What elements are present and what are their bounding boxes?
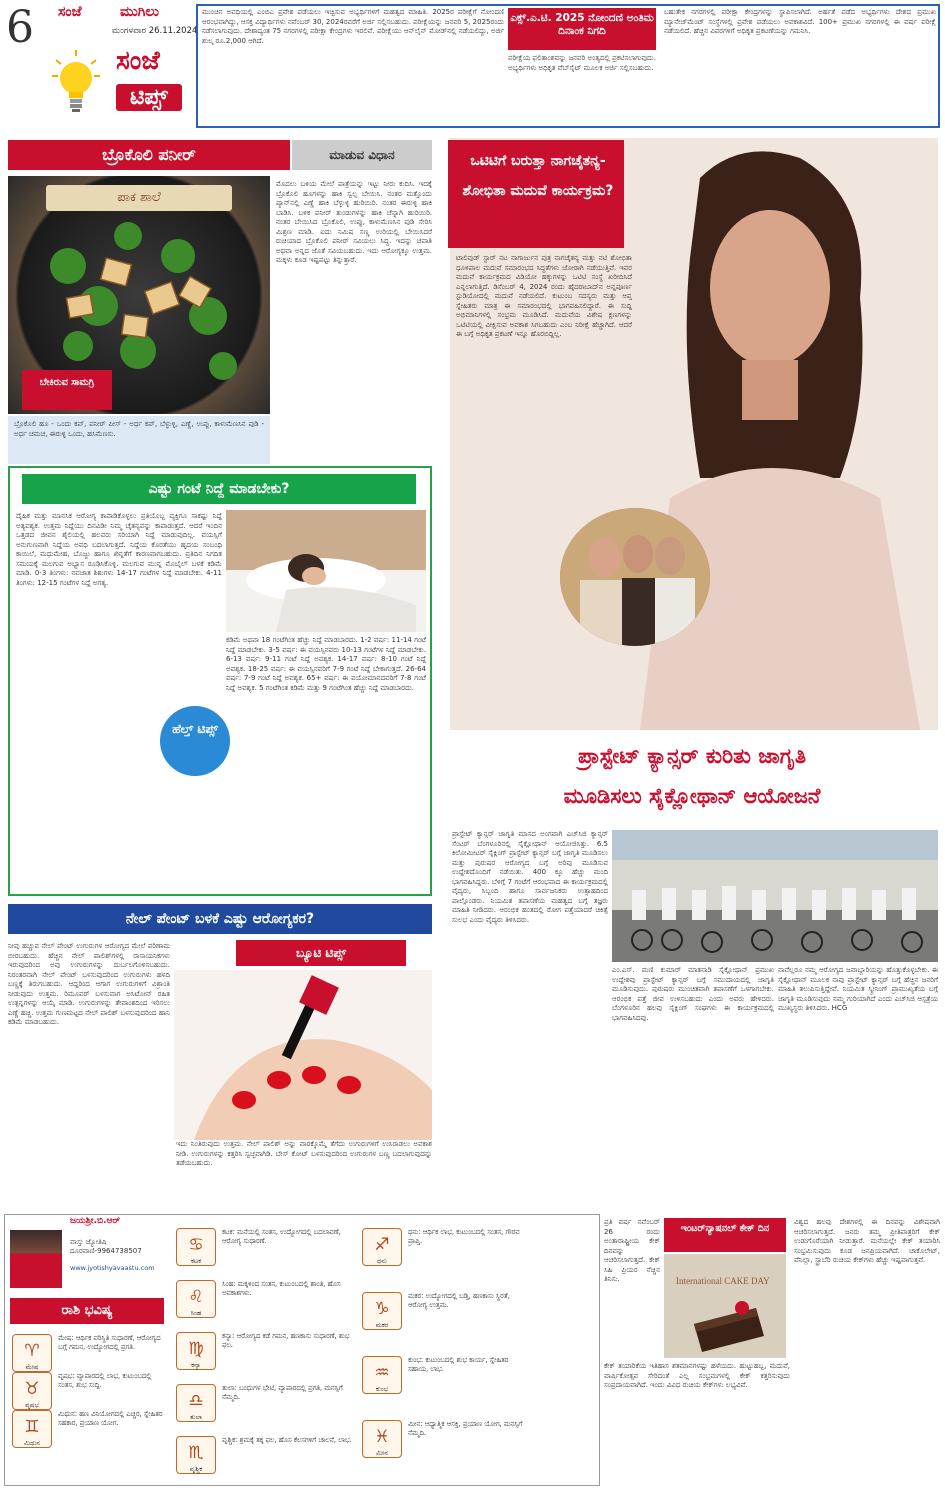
zodiac-12-icon: ♓ ಮೀನ (362, 1420, 402, 1458)
prostate-article-text-2: ಎಂ.ಎಸ್. ಮಣಿ ಕುಮಾರ್ ಮಾತನಾಡಿ ಸೈಕ್ಲೋಥಾನ್ ಪ್ರಮುಖ ಉದ್ದೇಶವು ಪ್ರಾಸ್ಟೇಟ್ ಕ್ಯಾನ್ಸರ್ ಬಗ್ಗೆ ಸಮುದಾಯದಲ್ಲಿ ಜಾಗೃತಿ ಮೂಡಿಸುವುದು. ಪುರುಷರು ಮುಂಚಿತವಾಗಿ ತಪಾಸಣೆಗೆ ಒಳಗಾಗಬೇಕು. ಆರಂಭಿಕ ಪತ್ತೆ ಜೀವ ಉಳಿಸಬಹುದು ಎಂದು ಅವರು ಹೇಳಿದರು. ಬೆಂಗಳೂರಿನ ಹಲವು ಸೈಕ್ಲಿಂಗ್ ಸಂಘಗಳು ಈ ಕಾರ್ಯಕ್ರಮದಲ್ಲಿ ಭಾಗವಹಿಸಿದವು. (612, 966, 774, 1022)
prostate-headline-line2: ಮೂಡಿಸಲು ಸೈಕ್ಲೋಥಾನ್ ಆಯೋಜನೆ (563, 784, 821, 808)
zodiac-11-icon: ♒ ಕುಂಭ (362, 1356, 402, 1394)
zodiac-forecast: ತುಲಾ: ಬಂಧುಗಳ ಭೇಟಿ, ವ್ಯಾಪಾರದಲ್ಲಿ ಪ್ರಗತಿ, ಮನಸ್ಸಿಗೆ ನೆಮ್ಮದಿ. (222, 1384, 343, 1401)
zodiac-7-icon: ♎ ತುಲಾ (176, 1384, 216, 1422)
astrologer-name: ಜಯಶ್ರೀ.ಬಿ.ಆರ್ (70, 1216, 121, 1226)
cake-article-text: ಪ್ರತಿ ವರ್ಷ ನವೆಂಬರ್ 26 ರಂದು ಅಂತಾರಾಷ್ಟ್ರೀಯ ಕೇಕ್ ದಿನವನ್ನು ಆಚರಿಸಲಾಗುತ್ತದೆ. ಕೇಕ್ ಸಿಹಿ ಪ್ರಿಯರ ನೆಚ್ಚಿನ ತಿನಿಸು. (604, 1218, 660, 1283)
zodiac-name: ಕಟಕ (190, 1257, 202, 1265)
zodiac-forecast: ಮಿಥುನ: ಹಣ ವಿನಿಯೋಗದಲ್ಲಿ ಎಚ್ಚರ, ಸ್ನೇಹಿತರ ಸಹಕಾರ, ಪ್ರಯಾಣ ಯೋಗ. (58, 1410, 163, 1427)
cake-article-text-3: ವಿಶ್ವದ ಹಲವು ದೇಶಗಳಲ್ಲಿ ಈ ದಿನವನ್ನು ವಿಶೇಷವಾಗಿ ಆಚರಿಸಲಾಗುತ್ತದೆ. ಜನರು ತಮ್ಮ ಪ್ರೀತಿಪಾತ್ರರಿಗೆ ಕೇಕ್ ಉಡುಗೊರೆಯಾಗಿ ನೀಡುತ್ತಾರೆ. ಮನೆಯಲ್ಲೇ ಕೇಕ್ ತಯಾರಿಸಿ ಸಂಭ್ರಮಿಸುವುದು ಕೂಡ ಜನಪ್ರಿಯವಾಗಿದೆ. ಚಾಕೊಲೇಟ್, ವೆನಿಲ್ಲಾ, ಸ್ಟ್ರಾಬೆರಿ ರುಚಿಯ ಕೇಕ್‌ಗಳು ಹೆಚ್ಚು ಇಷ್ಟವಾಗುತ್ತವೆ. (794, 1218, 940, 1264)
zodiac-name: ಕನ್ಯಾ (191, 1361, 201, 1369)
section-title: ಸಂಜೆ (116, 46, 160, 76)
recipe-banner: ಪಾಕ ಶಾಲೆ (46, 185, 232, 211)
zodiac-name: ಧನು (377, 1257, 387, 1265)
recipe-title: ಬ್ರೊಕೊಲಿ ಪನೀರ್ (8, 140, 290, 170)
zodiac-name: ವೃಷಭ (25, 1401, 39, 1409)
zodiac-6-icon: ♍ ಕನ್ಯಾ (176, 1332, 216, 1370)
top-story-headline: ಎಕ್ಸ್.ಎ.ಟಿ. 2025 ನೋಂದಣಿ ಅಂತಿಮ ದಿನಾಂಕ ನಿಗದಿ (508, 8, 656, 50)
lightbulb-icon (52, 50, 100, 114)
sleeping-woman-photo (226, 510, 426, 632)
cake-image-caption: International CAKE DAY (676, 1276, 770, 1286)
zodiac-name: ಕುಂಭ (375, 1385, 389, 1393)
zodiac-name: ತುಲಾ (189, 1413, 203, 1421)
zodiac-name: ಮೀನ (376, 1449, 388, 1457)
page-number: 6 (6, 2, 34, 53)
nail-polish-photo (174, 970, 432, 1140)
zodiac-forecast: ಮೀನ: ಆಧ್ಯಾತ್ಮಿಕ ಆಸಕ್ತಿ, ಪ್ರಯಾಣ ಯೋಗ, ಮನಸ್ಸಿಗೆ ನೆಮ್ಮದಿ. (408, 1420, 523, 1437)
zodiac-name: ಸಿಂಹ (190, 1309, 202, 1317)
zodiac-3-icon: ♊ ಮಿಥುನ (12, 1410, 52, 1448)
cyclothon-photo (612, 830, 938, 962)
zodiac-2-icon: ♉ ವೃಷಭ (12, 1372, 52, 1410)
zodiac-forecast: ಸಿಂಹ: ಮಕ್ಕಳಿಂದ ಸಂತಸ, ಕುಟುಂಬದಲ್ಲಿ ಶಾಂತಿ, ಹೊಸ ಅವಕಾಶಗಳು. (222, 1280, 341, 1297)
zodiac-9-icon: ♐ ಧನು (362, 1228, 402, 1266)
astrologer-website: www.jyotishyavaastu.com (70, 1264, 155, 1272)
section-subtitle: ಟಿಪ್ಸ್ (116, 84, 182, 111)
recipe-method: ಮೊದಲು ಬಳಿಯ ಮೇಲೆ ಪಾತ್ರೆಯನ್ನು ಇಟ್ಟು ನೀರು ಕುದಿಸಿ. ಇದಕ್ಕೆ ಬ್ರೊಕೊಲಿ ಹೂಗಳನ್ನು ಹಾಕಿ ಸ್ವಲ್ಪ ಬೇಯಿಸಿ. ನಂತರ ಮತ್ತೊಂದು ಪ್ಯಾನ್‌ನಲ್ಲಿ ಎಣ್ಣೆ ಹಾಕಿ ಬೆಳ್ಳುಳ್ಳಿ ಹುರಿಯಿರಿ. ನಂತರ ಈರುಳ್ಳಿ ಹಾಕಿ ಬಾಡಿಸಿ. ಬಳಿಕ ಪನೀರ್ ತುಂಡುಗಳನ್ನು ಹಾಕಿ ಚೆನ್ನಾಗಿ ಹುರಿಯಿರಿ. ನಂತರ ಬೇಯಿಸಿದ ಬ್ರೊಕೊಲಿ, ಉಪ್ಪು, ಕಾಳುಮೆಣಸಿನ ಪುಡಿ ಸೇರಿಸಿ ಮಿಶ್ರಣ ಮಾಡಿ. ಐದು ನಿಮಿಷ ಸಣ್ಣ ಉರಿಯಲ್ಲಿ ಬೇಯಿಸಿದರೆ ರುಚಿಯಾದ ಬ್ರೊಕೊಲಿ ಪನೀರ್ ಸವಿಯಲು ಸಿದ್ಧ. ಇದನ್ನು ಚಪಾತಿ ಅಥವಾ ಅನ್ನದ ಜೊತೆ ಸವಿಯಬಹುದು. ಇದು ಆರೋಗ್ಯಕ್ಕೂ ಉತ್ತಮ. ಮಕ್ಕಳು ಕೂಡ ಇಷ್ಟಪಟ್ಟು ತಿನ್ನುತ್ತಾರೆ. (276, 180, 432, 264)
astrologer-contact: ವಾಸ್ತು ಜ್ಯೋತಿಷಿ ದೂರವಾಣಿ-9964738507 (70, 1238, 142, 1255)
cake-day-heading: ಇಂಟರ್‌ನ್ಯಾಷನಲ್ ಕೇಕ್ ದಿನ (664, 1218, 786, 1252)
zodiac-10-icon: ♑ ಮಕರ (362, 1292, 402, 1330)
cake-photo (664, 1254, 786, 1358)
astrologer-photo (10, 1230, 62, 1288)
zodiac-forecast: ಕನ್ಯಾ: ಆರೋಗ್ಯದ ಕಡೆ ಗಮನ, ಹಣಕಾಸು ಸುಧಾರಣೆ, ಶುಭ ಫಲ. (222, 1332, 350, 1349)
zodiac-name: ವೃಶ್ಚಿಕ (189, 1465, 203, 1473)
cake-article-text-2: ಕೇಕ್ ತಯಾರಿಕೆಯ ಇತಿಹಾಸ ಶತಮಾನಗಳಷ್ಟು ಹಳೆಯದು. ಹುಟ್ಟುಹಬ್ಬ, ಮದುವೆ, ವಾರ್ಷಿಕೋತ್ಸವ ಸೇರಿದಂತೆ ಎಲ್ಲ ಸಂಭ್ರಮಗಳಲ್ಲಿ ಕೇಕ್ ಕತ್ತರಿಸುವುದು ಸಂಪ್ರದಾಯವಾಗಿದೆ. ಇಂದು ವಿವಿಧ ರುಚಿಯ ಕೇಕ್‌ಗಳು ಲಭ್ಯವಿವೆ. (604, 1362, 790, 1389)
sleep-article-title: ಎಷ್ಟು ಗಂಟೆ ನಿದ್ದೆ ಮಾಡಬೇಕು? (22, 474, 416, 504)
nail-article-text-2: ಇದು ನಿಂತಿರುವುದು ಉತ್ತಮ. ನೇಲ್ ಪಾಲಿಶ್ ಅನ್ನು ವಾರಕ್ಕೊಮ್ಮೆ ತೆಗೆದು ಉಗುರುಗಳಿಗೆ ಉಸಿರಾಡಲು ಅವಕಾಶ ನೀಡಿ. ಉಗುರುಗಳನ್ನು ಕತ್ತರಿಸಿ ಸ್ವಚ್ಛವಾಗಿಡಿ. ಬೇಸ್ ಕೋಟ್ ಬಳಸುವುದರಿಂದ ಉಗುರುಗಳ ಬಣ್ಣ ಬದಲಾಗುವುದನ್ನು ತಡೆಯಬಹುದು. (176, 1140, 432, 1167)
top-story-text: ಮುಂಚಿನ ಅವಧಿಯಲ್ಲಿ ಎಂಬಿಎ ಪ್ರವೇಶ ಪಡೆಯಲು ಇಚ್ಛಿಸುವ ಅಭ್ಯರ್ಥಿಗಳಿಗೆ ಮಹತ್ವದ ಮಾಹಿತಿ. 2025ರ ಪರೀಕ್ಷೆಗೆ ನೋಂದಣಿ ಆರಂಭವಾಗಿದ್ದು, ಆಸಕ್ತ ವಿದ್ಯಾರ್ಥಿಗಳು ನವೆಂಬರ್ 30, 2024ರವರೆಗೆ ಅರ್ಜಿ ಸಲ್ಲಿಸಬಹುದು. ಪರೀಕ್ಷೆಯನ್ನು ಜನವರಿ 5, 2025ರಂದು ನಡೆಸಲಾಗುವುದು. ದೇಶಾದ್ಯಂತ 75 ನಗರಗಳಲ್ಲಿ ಪರೀಕ್ಷಾ ಕೇಂದ್ರಗಳು ಇರಲಿವೆ. ಪರೀಕ್ಷೆಯು ಆನ್‌ಲೈನ್ ಮೋಡ್‌ನಲ್ಲಿ ನಡೆಯಲಿದ್ದು, ಅರ್ಜಿ ಶುಲ್ಕ ರೂ.2,000 ಆಗಿದೆ. (202, 8, 504, 45)
recipe-subtitle: ಮಾಡುವ ವಿಧಾನ (292, 140, 432, 170)
zodiac-1-icon: ♈ ಮೇಷ (12, 1334, 52, 1372)
prostate-headline-line1: ಪ್ರಾಸ್ಟೇಟ್ ಕ್ಯಾನ್ಸರ್ ಕುರಿತು ಜಾಗೃತಿ (577, 744, 807, 768)
zodiac-name: ಮಿಥುನ (23, 1439, 41, 1447)
zodiac-4-icon: ♋ ಕಟಕ (176, 1228, 216, 1266)
horoscope-heading: ರಾಶಿ ಭವಿಷ್ಯ (10, 1298, 164, 1324)
issue-date: ಮಂಗಳವಾರ 26.11.2024 (112, 26, 198, 36)
nail-article-text: ನೀವು ಹಚ್ಚುವ ನೇಲ್ ಪೇಂಟ್ ಉಗುರುಗಳ ಆರೋಗ್ಯದ ಮೇಲೆ ಪರಿಣಾಮ ಬೀರಬಹುದು. ಹೆಚ್ಚಿನ ನೇಲ್ ಪಾಲಿಶ್‌ಗಳಲ್ಲಿ ರಾಸಾಯನಿಕಗಳು ಇರುವುದರಿಂದ ಅವು ಉಗುರುಗಳನ್ನು ದುರ್ಬಲಗೊಳಿಸಬಹುದು. ನಿರಂತರವಾಗಿ ನೇಲ್ ಪೇಂಟ್ ಬಳಸುವುದರಿಂದ ಉಗುರುಗಳು ಹಳದಿ ಬಣ್ಣಕ್ಕೆ ತಿರುಗಬಹುದು. ಆದ್ದರಿಂದ ಆಗಾಗ ಉಗುರುಗಳಿಗೆ ವಿಶ್ರಾಂತಿ ನೀಡುವುದು ಉತ್ತಮ. ರಿಮೂವರ್ ಬಳಸುವಾಗ ಅಸಿಟೋನ್ ರಹಿತ ಉತ್ಪನ್ನಗಳನ್ನು ಆಯ್ಕೆ ಮಾಡಿ. ಉಗುರುಗಳನ್ನು ತೇವಾಂಶದಿಂದ ಇರಿಸಲು ಎಣ್ಣೆ ಹಚ್ಚಿ. ಉತ್ತಮ ಗುಣಮಟ್ಟದ ನೇಲ್ ಪಾಲಿಶ್ ಬಳಸುವುದರಿಂದ ಹಾನಿ ಕಡಿಮೆ ಮಾಡಬಹುದು. (8, 942, 170, 1026)
nail-article-title: ನೇಲ್ ಪೇಂಟ್ ಬಳಕೆ ಎಷ್ಟು ಆರೋಗ್ಯಕರ? (8, 904, 432, 934)
brand-name-2: ಮುಗಿಲು (120, 4, 159, 20)
top-story-text-3: ಬಹುತೇಕ ನಗರಗಳಲ್ಲಿ ಪರೀಕ್ಷಾ ಕೇಂದ್ರಗಳನ್ನು ಸ್ಥಾಪಿಸಲಾಗಿದೆ. ಅರ್ಹತೆ ಪಡೆದ ಅಭ್ಯರ್ಥಿಗಳು ದೇಶದ ಪ್ರಮುಖ ಮ್ಯಾನೇಜ್‌ಮೆಂಟ್ ಸಂಸ್ಥೆಗಳಲ್ಲಿ ಪ್ರವೇಶ ಪಡೆಯಲು ಅವಕಾಶವಿದೆ. 100+ ಪ್ರಮುಖ ನಗರಗಳಲ್ಲಿ ಈ ವರ್ಷ ಪರೀಕ್ಷೆ ನಡೆಯಲಿದೆ. ಹೆಚ್ಚಿನ ವಿವರಗಳಿಗೆ ಅಧಿಕೃತ ಪ್ರಕಟಣೆಯನ್ನು ಗಮನಿಸಿ. (664, 8, 936, 35)
sleep-article-text: ದೈಹಿಕ ಮತ್ತು ಮಾನಸಿಕ ಆರೋಗ್ಯ ಕಾಪಾಡಿಕೊಳ್ಳಲು ಪ್ರತಿಯೊಬ್ಬ ವ್ಯಕ್ತಿಗೂ ಸಾಕಷ್ಟು ನಿದ್ದೆ ಅತ್ಯವಶ್ಯಕ. ಉತ್ತಮ ನಿದ್ದೆಯು ದಿನವಿಡೀ ನಿಮ್ಮ ಚೈತನ್ಯವನ್ನು ಕಾಪಾಡುತ್ತದೆ. ಆದರೆ ಇಂದಿನ ಒತ್ತಡದ ಜೀವನ ಶೈಲಿಯಲ್ಲಿ ಹಲವರು ಸರಿಯಾಗಿ ನಿದ್ದೆ ಮಾಡುವುದಿಲ್ಲ. ವಯಸ್ಸಿಗೆ ಅನುಗುಣವಾಗಿ ನಿದ್ದೆಯ ಅವಧಿ ಬದಲಾಗುತ್ತದೆ. ನಿದ್ದೆಯ ಕೊರತೆಯು ಹೃದಯ ಸಂಬಂಧಿ ಕಾಯಿಲೆ, ಮಧುಮೇಹ, ಬೊಜ್ಜು ಹಾಗೂ ಖಿನ್ನತೆಗೆ ಕಾರಣವಾಗಬಹುದು. ಪ್ರತಿದಿನ ನಿಗದಿತ ಸಮಯಕ್ಕೆ ಮಲಗುವ ಅಭ್ಯಾಸ ರೂಢಿಸಿಕೊಳ್ಳಿ. ಮಲಗುವ ಮುನ್ನ ಮೊಬೈಲ್ ಬಳಕೆ ಕಡಿಮೆ ಮಾಡಿ. 0-3 ತಿಂಗಳು: ನವಜಾತ ಶಿಶುಗಳು 14-17 ಗಂಟೆಗಳ ನಿದ್ದೆ ಮಾಡಬೇಕು. 4-11 ತಿಂಗಳು: 12-15 ಗಂಟೆಗಳ ನಿದ್ದೆ ಅಗತ್ಯ. (16, 512, 222, 587)
zodiac-forecast: ಕಟಕ: ಮನೆಯಲ್ಲಿ ಸಂತಸ, ಉದ್ಯೋಗದಲ್ಲಿ ಬದಲಾವಣೆ, ಆರೋಗ್ಯ ಸುಧಾರಣೆ. (222, 1228, 341, 1245)
ingredients-list: ಬ್ರೊಕೊಲಿ ಹೂ - ಒಂದು ಕಪ್, ಪನೀರ್ ಪೀಸ್ - ಅರ್ಧ ಕಪ್, ಬೆಳ್ಳುಳ್ಳಿ, ಎಣ್ಣೆ, ಉಪ್ಪು, ಕಾಳುಮೆಣಸಿನ ಪುಡಿ - ಅರ್ಧ ಚಮಚ, ಈರುಳ್ಳಿ ಒಂದು, ಹಸಿಮೆಣಸು. (8, 416, 270, 464)
ott-headline: ಒಟಿಟಿಗೆ ಬರುತ್ತಾ ನಾಗಚೈತನ್ಯ-ಶೋಭಿತಾ ಮದುವೆ ಕಾರ್ಯಕ್ರಮ? (462, 153, 614, 199)
zodiac-5-icon: ♌ ಸಿಂಹ (176, 1280, 216, 1318)
zodiac-name: ಮಕರ (375, 1321, 389, 1329)
ingredients-label: ಬೇಕಿರುವ ಸಾಮಗ್ರಿ (22, 370, 112, 410)
zodiac-forecast: ಕುಂಭ: ಕುಟುಂಬದಲ್ಲಿ ಶುಭ ಕಾರ್ಯ, ಸ್ನೇಹಿತರ ಸಹಾಯ, ಲಾಭ. (408, 1356, 509, 1373)
couple-inset-photo (560, 508, 710, 646)
zodiac-forecast: ಧನು: ಆರ್ಥಿಕ ಲಾಭ, ಕುಟುಂಬದಲ್ಲಿ ಸಂತಸ, ಗೌರವ ಪ್ರಾಪ್ತಿ. (408, 1228, 520, 1245)
health-tips-badge: ಹೆಲ್ತ್ ಟಿಪ್ಸ್ (160, 706, 230, 776)
top-story-text-2: ಪರೀಕ್ಷೆಯ ಫಲಿತಾಂಶವನ್ನು ಜನವರಿ ಅಂತ್ಯದಲ್ಲಿ ಪ್ರಕಟಿಸಲಾಗುವುದು. ಅಭ್ಯರ್ಥಿಗಳು ಅಧಿಕೃತ ವೆಬ್‌ಸೈಟ್ ಮೂಲಕ ಅರ್ಜಿ ಸಲ್ಲಿಸಬಹುದು. (508, 54, 656, 72)
zodiac-8-icon: ♏ ವೃಶ್ಚಿಕ (176, 1436, 216, 1474)
prostate-article-text-3: ನಾವೆಲ್ಲರೂ ನಮ್ಮ ಆರೋಗ್ಯದ ಜವಾಬ್ದಾರಿಯನ್ನು ಹೊತ್ತುಕೊಳ್ಳಬೇಕು. ಈ ಸೈಕ್ಲೋಥಾನ್ ಮೂಲಕ ನಾವು ಪ್ರಾಸ್ಟೇಟ್ ಕ್ಯಾನ್ಸರ್ ಬಗ್ಗೆ ಹೆಚ್ಚಿನ ಜನರಿಗೆ ಮಾಹಿತಿ ತಲುಪಿಸುತ್ತಿದ್ದೇವೆ. ನಿಯಮಿತ ಸ್ಕ್ರೀನಿಂಗ್ ಪ್ರಾಮುಖ್ಯತೆಯ ಬಗ್ಗೆ ಜಾಗೃತಿ ಮೂಡಿಸುವುದು ನಮ್ಮ ಗುರಿಯಾಗಿದೆ ಎಂದು ಎಚ್‌ಸಿಜಿ ಆಸ್ಪತ್ರೆಯ ಮುಖ್ಯಸ್ಥರು ತಿಳಿಸಿದರು. HCG (778, 966, 938, 1012)
zodiac-forecast: ಮಕರ: ಉದ್ಯೋಗದಲ್ಲಿ ಬಡ್ತಿ, ಹಣಕಾಸು ಸ್ಥಿರತೆ, ಆರೋಗ್ಯ ಉತ್ತಮ. (408, 1292, 510, 1309)
zodiac-forecast: ವೃಷಭ: ವ್ಯಾಪಾರದಲ್ಲಿ ಲಾಭ, ಕುಟುಂಬದಲ್ಲಿ ಸಂತಸ, ಶುಭ ಸುದ್ದಿ. (58, 1372, 152, 1389)
sleep-article-text-2: ಕಡಿಮೆ ಅಥವಾ 18 ಗಂಟೆಗಿಂತ ಹೆಚ್ಚು ನಿದ್ದೆ ಮಾಡಬಾರದು. 1-2 ವರ್ಷ: 11-14 ಗಂಟೆ ನಿದ್ದೆ ಮಾಡಬೇಕು. 3-5 ವರ್ಷ: ಈ ವಯಸ್ಸಿನವರು 10-13 ಗಂಟೆಗಳ ನಿದ್ದೆ ಮಾಡಬೇಕು. 6-13 ವರ್ಷ: 9-11 ಗಂಟೆ ನಿದ್ದೆ ಅವಶ್ಯಕ. 14-17 ವರ್ಷ: 8-10 ಗಂಟೆ ನಿದ್ದೆ ಅವಶ್ಯಕ. 18-25 ವರ್ಷ: ಈ ವಯಸ್ಸಿನವರಿಗೆ 7-9 ಗಂಟೆ ನಿದ್ದೆ ಬೇಕಾಗುತ್ತದೆ. 26-64 ವರ್ಷ: 7-9 ಗಂಟೆ ನಿದ್ದೆ ಅವಶ್ಯಕ. 65+ ವರ್ಷ: ಈ ವಯೋಮಾನದವರಿಗೆ 7-8 ಗಂಟೆ ನಿದ್ದೆ ಅವಶ್ಯಕ. 5 ಗಂಟೆಗಿಂತ ಕಡಿಮೆ ಮತ್ತು 9 ಗಂಟೆಗಿಂತ ಹೆಚ್ಚು ನಿದ್ದೆ ಮಾಡಬಾರದು. (226, 636, 426, 692)
zodiac-forecast: ಮೇಷ: ಆರ್ಥಿಕ ಪರಿಸ್ಥಿತಿ ಸುಧಾರಣೆ, ಆರೋಗ್ಯದ ಬಗ್ಗೆ ಗಮನ, ಉದ್ಯೋಗದಲ್ಲಿ ಪ್ರಗತಿ. (58, 1334, 161, 1351)
prostate-article-text: ಪ್ರಾಸ್ಟೇಟ್ ಕ್ಯಾನ್ಸರ್ ಜಾಗೃತಿ ಮಾಸದ ಅಂಗವಾಗಿ ಎಚ್‌ಸಿಜಿ ಕ್ಯಾನ್ಸರ್ ಸೆಂಟರ್ ಬೆಂಗಳೂರಿನಲ್ಲಿ ಸೈಕ್ಲೋಥಾನ್ ಆಯೋಜಿಸಿತ್ತು. 6.5 ಕಿಲೋಮೀಟರ್ ಸೈಕ್ಲಿಂಗ್ ಪ್ರಾಸ್ಟೇಟ್ ಕ್ಯಾನ್ಸರ್ ಬಗ್ಗೆ ಜಾಗೃತಿ ಮೂಡಿಸಲು ಮತ್ತು ಪುರುಷರ ಆರೋಗ್ಯದ ಬಗ್ಗೆ ಅರಿವು ಮೂಡಿಸುವ ಉದ್ದೇಶದೊಂದಿಗೆ ನಡೆಯಿತು. 400 ಕ್ಕೂ ಹೆಚ್ಚು ಮಂದಿ ಭಾಗವಹಿಸಿದ್ದರು. ಬೆಳಿಗ್ಗೆ 7 ಗಂಟೆಗೆ ಆರಂಭವಾದ ಈ ಕಾರ್ಯಕ್ರಮದಲ್ಲಿ ವೈದ್ಯರು, ಸಿಬ್ಬಂದಿ ಹಾಗೂ ಸಾರ್ವಜನಿಕರು ಉತ್ಸಾಹದಿಂದ ಪಾಲ್ಗೊಂಡರು. ನಿಯಮಿತ ತಪಾಸಣೆಯ ಮಹತ್ವದ ಬಗ್ಗೆ ತಜ್ಞರು ಮಾಹಿತಿ ನೀಡಿದರು. ಆರಂಭಿಕ ಹಂತದಲ್ಲಿ ರೋಗ ಪತ್ತೆಯಾದರೆ ಚಿಕಿತ್ಸೆ ಸುಲಭ ಎಂದು ವೈದ್ಯರು ತಿಳಿಸಿದರು. (452, 830, 608, 924)
ott-article-text: ಟಾಲಿವುಡ್ ಸ್ಟಾರ್ ನಟ ನಾಗಾರ್ಜುನ ಪುತ್ರ ನಾಗಚೈತನ್ಯ ಮತ್ತು ನಟಿ ಶೋಭಿತಾ ಧೂಳಿಪಾಲ ಮದುವೆ ಸಮಾರಂಭದ ಸಿದ್ಧತೆಗಳು ಜೋರಾಗಿ ನಡೆಯುತ್ತಿವೆ. ಇವರ ಮದುವೆ ಕಾರ್ಯಕ್ರಮದ ವಿಡಿಯೋ ಹಕ್ಕುಗಳನ್ನು ಒಟಿಟಿ ಸಂಸ್ಥೆ ಖರೀದಿಸಿದೆ ಎನ್ನಲಾಗುತ್ತಿದೆ. ಡಿಸೆಂಬರ್ 4, 2024 ರಂದು ಹೈದರಾಬಾದ್‌ನ ಅನ್ನಪೂರ್ಣ ಸ್ಟುಡಿಯೋದಲ್ಲಿ ಮದುವೆ ನಡೆಯಲಿದೆ. ಕುಟುಂಬ ಸದಸ್ಯರು ಮತ್ತು ಆಪ್ತ ಸ್ನೇಹಿತರು ಮಾತ್ರ ಈ ಸಮಾರಂಭದಲ್ಲಿ ಭಾಗವಹಿಸಲಿದ್ದಾರೆ. ಈ ಸುದ್ದಿ ಅಭಿಮಾನಿಗಳಲ್ಲಿ ಸಂಭ್ರಮ ಮೂಡಿಸಿದೆ. ಮದುವೆಯ ವಿಶೇಷ ಕ್ಷಣಗಳನ್ನು ಒಟಿಟಿಯಲ್ಲಿ ವೀಕ್ಷಿಸುವ ಅವಕಾಶ ಸಿಗಬಹುದು ಎಂಬ ನಿರೀಕ್ಷೆ ಹೆಚ್ಚಾಗಿದೆ. ಆದರೆ ಈ ಬಗ್ಗೆ ಅಧಿಕೃತ ಪ್ರಕಟಣೆ ಇನ್ನೂ ಹೊರಬಿದ್ದಿಲ್ಲ. (456, 254, 632, 338)
brand-name: ಸಂಜೆ (58, 4, 82, 20)
beauty-tips-badge: ಬ್ಯೂಟಿ ಟಿಪ್ಸ್ (236, 940, 406, 966)
zodiac-forecast: ವೃಶ್ಚಿಕ: ಶ್ರಮಕ್ಕೆ ತಕ್ಕ ಫಲ, ಹೊಸ ಕೆಲಸಗಳಿಗೆ ಚಾಲನೆ, ಲಾಭ. (222, 1436, 352, 1444)
zodiac-name: ಮೇಷ (25, 1363, 39, 1371)
